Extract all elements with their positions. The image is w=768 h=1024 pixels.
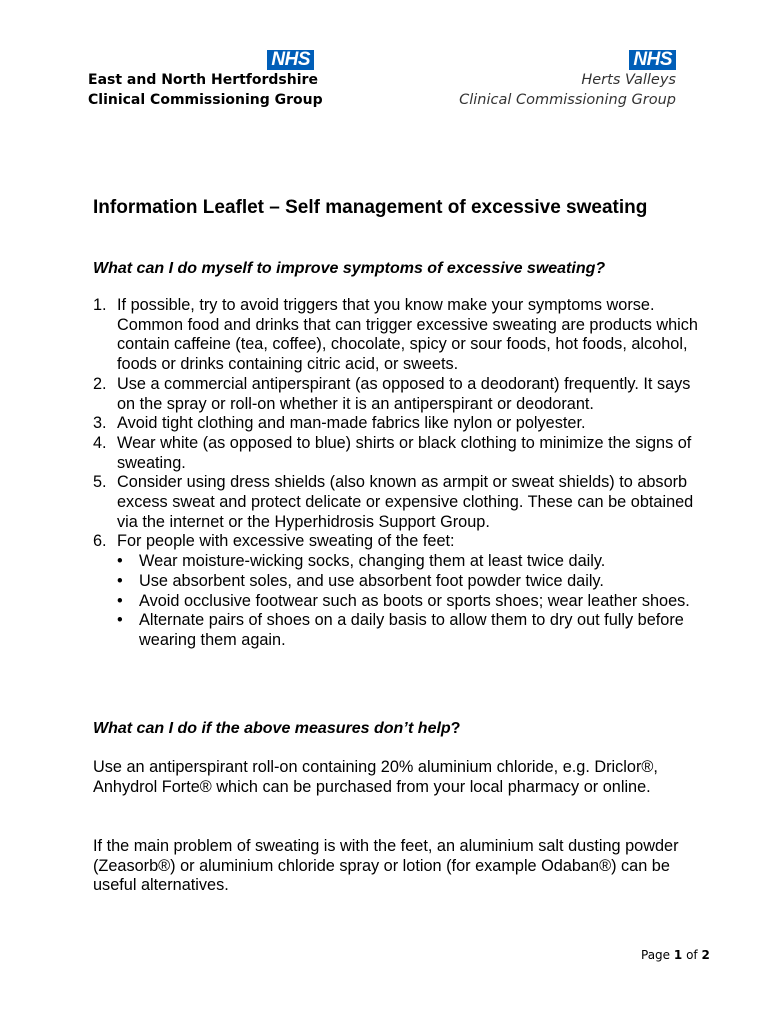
advice-list <box>93 296 713 651</box>
sub-item-text: Wear moisture-wicking socks, changing them at least twice daily. <box>139 552 606 571</box>
list-item <box>93 473 713 532</box>
sub-item <box>117 592 713 612</box>
bullet: • <box>117 611 123 630</box>
item-number: 4. <box>93 433 107 452</box>
item-text: Consider using dress shields (also known as armpit or sweat shields) to absorb excess sweat and protect delicate or expensive clothing. These can be obtained via the internet or the Hyperhidrosis Support Group. <box>117 473 694 531</box>
item-number: 6. <box>93 532 107 551</box>
item-text: Wear white (as opposed to blue) shirts or black clothing to minimize the signs of sweating. <box>117 433 692 472</box>
list-item <box>93 375 713 414</box>
paragraph: Use an antiperspirant roll-on containing 20% aluminium chloride, e.g. Driclor®, Anhydrol Forte® which can be purchased from your local pharmacy or online. <box>93 758 658 796</box>
list-item <box>93 414 713 434</box>
heading-punct: ? <box>450 720 461 737</box>
list-item <box>93 296 713 375</box>
item-text: If possible, try to avoid triggers that you know make your symptoms worse. Common food and drinks that can trigger excessive sweating are products which contain caffeine (tea, coffee), chocolate, spicy or sour foods, hot foods, alcohol, foods or drinks containing citric acid, or sweets. <box>117 296 698 374</box>
logo-line: Clinical Commissioning Group <box>459 92 676 108</box>
nhs-badge: NHS <box>267 50 314 70</box>
of-label: of <box>686 948 698 962</box>
sub-item <box>117 611 713 650</box>
bullet: • <box>117 571 123 590</box>
bullet: • <box>117 591 123 610</box>
feet-sublist <box>117 552 713 651</box>
sub-item <box>117 552 713 572</box>
nhs-badge: NHS <box>629 50 676 70</box>
sub-item-text: Alternate pairs of shoes on a daily basis to allow them to dry out fully before wearing them again. <box>139 611 684 649</box>
list-item <box>93 532 713 650</box>
section-heading <box>93 720 460 738</box>
item-text: Avoid tight clothing and man-made fabrics like nylon or polyester. <box>117 414 586 433</box>
logo-line: Herts Valleys <box>581 72 676 88</box>
page-label: Page <box>641 948 671 962</box>
total-pages: 2 <box>701 948 710 962</box>
enh-ccg-logo <box>88 49 323 110</box>
item-number: 3. <box>93 414 107 433</box>
list-item <box>93 434 713 473</box>
page-number <box>641 948 710 962</box>
document-title: Information Leaflet – Self management of excessive sweating <box>93 197 648 218</box>
bullet: • <box>117 552 123 571</box>
herts-valleys-ccg-logo <box>445 50 676 110</box>
item-text: For people with excessive sweating of the feet: <box>117 532 455 551</box>
current-page: 1 <box>673 948 683 962</box>
section-heading: What can I do myself to improve symptoms of excessive sweating? <box>93 260 606 277</box>
item-text: Use a commercial antiperspirant (as opposed to a deodorant) frequently. It says on the spray or roll-on whether it is an antiperspirant or deodorant. <box>117 374 691 413</box>
heading-text: What can I do if the above measures don’t help <box>93 720 451 737</box>
logo-line: Clinical Commissioning Group <box>88 92 323 108</box>
item-number: 2. <box>93 374 107 393</box>
sub-item <box>117 572 713 592</box>
logo-line: East and North Hertfordshire <box>88 72 318 88</box>
sub-item-text: Use absorbent soles, and use absorbent foot powder twice daily. <box>139 571 604 590</box>
item-number: 1. <box>93 296 107 314</box>
sub-item-text: Avoid occlusive footwear such as boots or sports shoes; wear leather shoes. <box>139 591 690 610</box>
item-number: 5. <box>93 473 107 492</box>
paragraph: If the main problem of sweating is with the feet, an aluminium salt dusting powder (Zeasorb®) or aluminium chloride spray or lotion (for example Odaban®) can be useful alternatives. <box>93 837 679 895</box>
